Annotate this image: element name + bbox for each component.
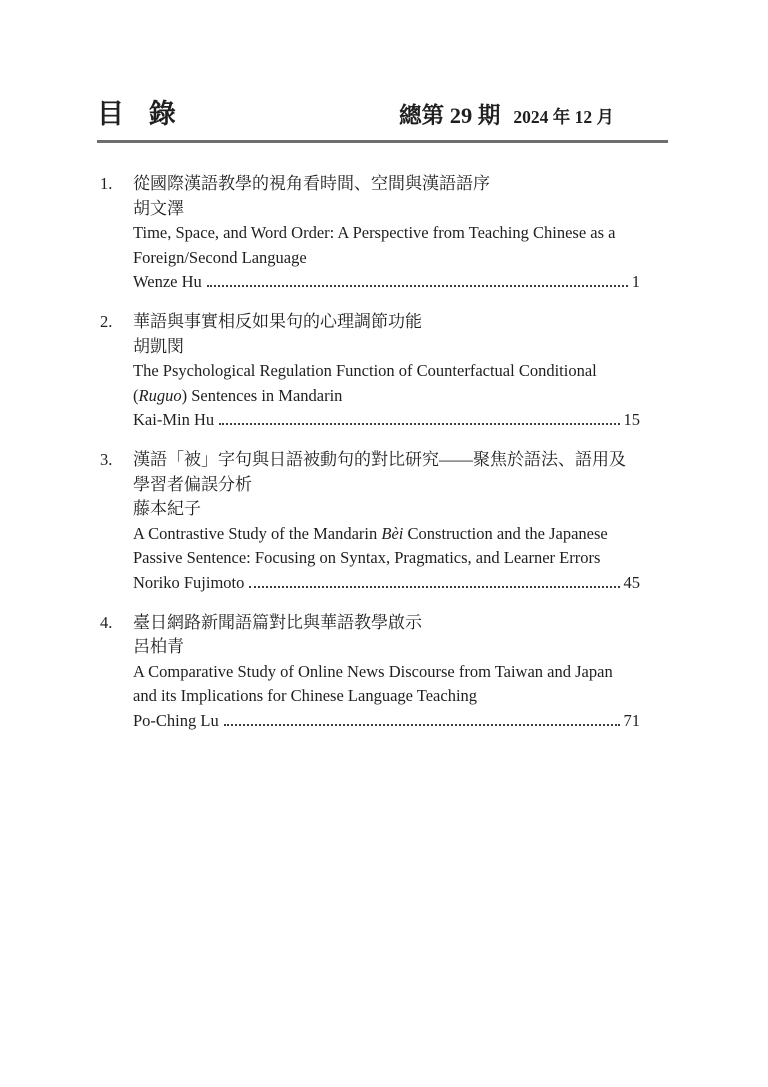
toc-list [100, 172, 640, 733]
entry-leader-row [133, 709, 640, 734]
entry-number: 4. [100, 612, 113, 632]
entry-leader-row [133, 571, 640, 596]
issue-info [399, 98, 668, 130]
entry-title-en: Time, Space, and Word Order: A Perspective from Teaching Chinese as a Foreign/Second Language [133, 223, 616, 267]
page-title: 目 錄 [97, 99, 177, 129]
entry-title-en: The Psychological Regulation Function of Counterfactual Conditional (Ruguo) Sentences in Mandarin [133, 361, 597, 405]
toc-entry [100, 172, 640, 295]
entry-author-en: Noriko Fujimoto [133, 572, 245, 592]
entry-author-en: Wenze Hu [133, 272, 202, 292]
entry-author-zh: 藤本紀子 [133, 499, 201, 519]
entry-title-en: A Contrastive Study of the Mandarin Bèi Construction and the Japanese Passive Sentence: Focusing on Syntax, Pragmatics, and Learner Errors [133, 523, 608, 568]
entry-page-number: 71 [623, 710, 640, 730]
entry-title-zh: 漢語「被」字句與日語被動句的對比研究——聚焦於語法、語用及學習者偏誤分析 [133, 449, 626, 494]
entry-author-en: Kai-Min Hu [133, 410, 215, 430]
entry-title-en: A Comparative Study of Online News Discourse from Taiwan and Japan and its Implications for Chinese Language Teaching [133, 661, 613, 706]
entry-body [133, 611, 640, 734]
leader-dots [219, 423, 619, 425]
entry-title-zh: 從國際漢語教學的視角看時間、空間與漢語語序 [133, 174, 490, 193]
toc-header [97, 92, 668, 143]
issue-number: 總第 29 期 [399, 103, 501, 128]
entry-body [133, 310, 640, 433]
entry-number: 1. [100, 174, 113, 193]
leader-dots [207, 285, 628, 287]
entry-number: 3. [100, 449, 113, 469]
entry-author-en: Po-Ching Lu [133, 710, 219, 730]
entry-title-zh: 華語與事實相反如果句的心理調節功能 [133, 311, 422, 331]
entry-leader-row [133, 408, 640, 433]
entry-author-zh: 胡文澤 [133, 198, 184, 218]
entry-page-number: 15 [623, 410, 640, 430]
entry-title-zh: 臺日網路新聞語篇對比與華語教學啟示 [133, 612, 422, 632]
entry-page-number: 1 [631, 272, 640, 292]
entry-number: 2. [100, 311, 113, 331]
entry-page-number: 45 [623, 572, 640, 592]
issue-date: 2024 年 12 月 [513, 107, 614, 127]
entry-body [133, 448, 640, 596]
toc-entry [100, 310, 640, 433]
entry-author-zh: 呂柏青 [133, 637, 184, 657]
toc-entry [100, 448, 640, 596]
entry-body [133, 172, 640, 295]
toc-entry [100, 611, 640, 734]
entry-leader-row [133, 270, 640, 295]
entry-author-zh: 胡凱閔 [133, 336, 184, 356]
leader-dots [224, 724, 620, 726]
leader-dots [249, 586, 619, 588]
